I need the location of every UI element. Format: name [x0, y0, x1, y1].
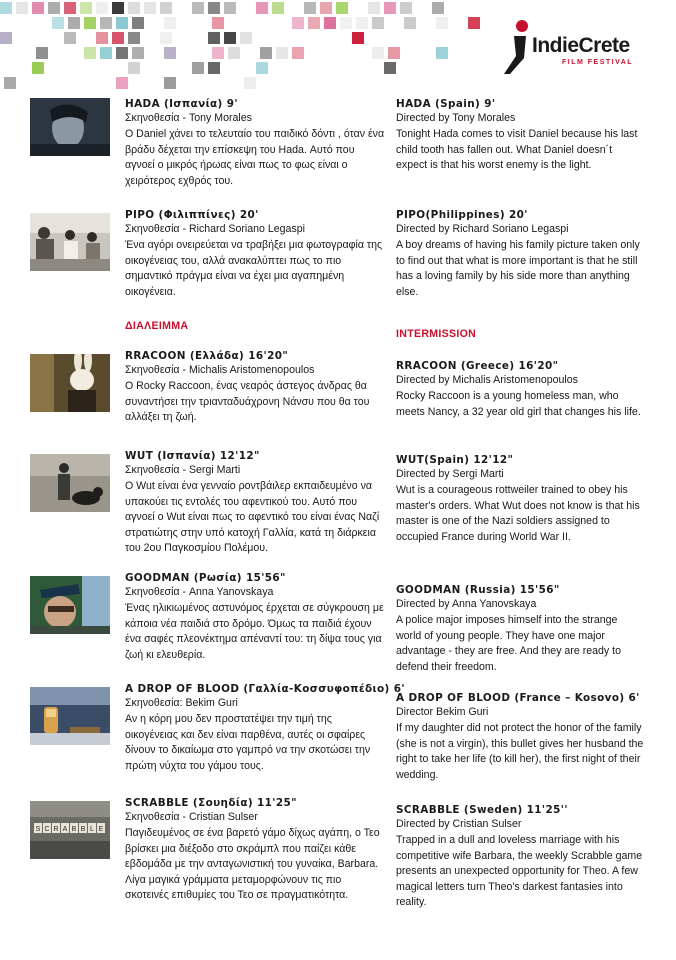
mosaic-square	[468, 17, 480, 29]
mosaic-square	[208, 2, 220, 14]
mosaic-square	[0, 2, 12, 14]
mosaic-square	[212, 17, 224, 29]
film-entry	[396, 692, 644, 783]
mosaic-square	[352, 32, 364, 44]
mosaic-square	[404, 17, 416, 29]
film-title: WUT (Ισπανία) 12'12"	[125, 450, 260, 462]
mosaic-square	[272, 2, 284, 14]
mosaic-square	[292, 17, 304, 29]
mosaic-square	[52, 17, 64, 29]
mosaic-square	[128, 2, 140, 14]
mosaic-square	[192, 2, 204, 14]
intermission-label: ΔΙΑΛΕΙΜΜΑ	[125, 320, 189, 332]
mosaic-square	[84, 17, 96, 29]
mosaic-square	[372, 47, 384, 59]
soldier-dog-photo-icon	[30, 454, 110, 512]
mosaic-square	[32, 62, 44, 74]
mosaic-square	[208, 62, 220, 74]
film-description: Trapped in a dull and loveless marriage with his competitive wife Barbara, the weekly Scrabble game presents an unexpected opportunity for Theo. A few magical letters turn Theo's darkest fantasies into reality.	[396, 834, 643, 909]
festival-logo	[500, 18, 660, 78]
film-entry	[125, 683, 405, 774]
mosaic-square	[4, 77, 16, 89]
mosaic-square	[132, 47, 144, 59]
film-description: Ένας ηλικιωμένος αστυνόμος έρχεται σε σύγκρουση με κάποια νέα παιδιά στο δρόμο. Όμως τα παιδιά έχουν ένα σαφές πλεονέκτημα απέναντί του: τη δίψα τους για ζωή κι ελευθερία.	[125, 602, 384, 661]
mosaic-square	[64, 32, 76, 44]
film-director: Σκηνοθεσία: Bekim Guri	[125, 697, 238, 709]
film-entry	[125, 209, 383, 300]
mosaic-square	[32, 2, 44, 14]
mosaic-square	[192, 62, 204, 74]
mosaic-square	[164, 47, 176, 59]
mosaic-square	[276, 47, 288, 59]
mosaic-square	[36, 47, 48, 59]
mosaic-square	[0, 32, 12, 44]
film-description: Παγιδευμένος σε ένα βαρετό γάμο δίχως αγάπη, ο Τεο βρίσκει μια διέξοδο στο σκράμπλ που παίζει κάθε εβδομάδα με την ανταγωνιστική του γυναίκα, Barbara. Λίγα μαγικά γράμματα μεταμορφώνουν τις πιο σκοτεινές επιθυμίες του Τεο σε πραγματικότητα.	[125, 827, 380, 902]
film-entry	[396, 360, 644, 420]
thumbnail-goodman	[30, 576, 110, 634]
mosaic-square	[144, 2, 156, 14]
film-description: Tonight Hada comes to visit Daniel because his last child tooth has fallen out. What Daniel doesn´t expect is that his worst enemy is the light.	[396, 128, 638, 172]
film-description: Ο Daniel χάνει το τελευταίο του παιδικό δόντι , όταν ένα βράδυ δέχεται την επίσκεψη του Hada. Αυτό που αγνοεί ο μικρός ήρωας είναι πως το φως είναι ο χειρότερος εχθρός του.	[125, 128, 385, 187]
film-description: If my daughter did not protect the honor of the family (she is not a virgin), this bullet gives her husband the right to take her life (to kill her), the first night of their wedding.	[396, 722, 644, 781]
film-director: Directed by Richard Soriano Legaspi	[396, 223, 569, 235]
mosaic-square	[96, 32, 108, 44]
mosaic-square	[128, 62, 140, 74]
film-title: HADA (Spain) 9'	[396, 98, 496, 110]
film-director: Σκηνοθεσία - Sergi Marti	[125, 464, 241, 476]
mosaic-square	[388, 47, 400, 59]
mosaic-square	[400, 2, 412, 14]
thumbnail-rracoon	[30, 354, 110, 412]
film-description: Αν η κόρη μου δεν προστατέψει την τιμή της οικογένειας και δεν είναι παρθένα, αυτές οι σφαίρες δίνουν το δικαίωμα στο γαμπρό να την σκοτώσει την πρώτη νύχτα του γάμου τους.	[125, 713, 371, 772]
family-sitting-photo-icon	[30, 213, 110, 271]
indiecrete-logo-icon	[500, 18, 536, 78]
film-title: RRACOON (Ελλάδα) 16'20"	[125, 350, 289, 362]
film-director: Directed by Sergi Marti	[396, 468, 504, 480]
film-description: A boy dreams of having his family picture taken only to find out that what is more important is that he still has a loving family by his side more than anything else.	[396, 239, 640, 298]
scrabble-tiles-photo-icon	[30, 801, 110, 859]
mosaic-square	[240, 32, 252, 44]
film-director: Directed by Tony Morales	[396, 112, 516, 124]
mosaic-square	[212, 47, 224, 59]
mosaic-square	[372, 17, 384, 29]
mosaic-square	[128, 32, 140, 44]
scrabble-tile-letter: B	[71, 826, 77, 833]
mosaic-square	[116, 17, 128, 29]
mosaic-square	[116, 47, 128, 59]
film-director: Σκηνοθεσία - Michalis Aristomenopoulos	[125, 364, 315, 376]
mosaic-square	[256, 2, 268, 14]
film-title: RRACOON (Greece) 16'20"	[396, 360, 559, 372]
film-title: PIPO (Φιλιππίνες) 20'	[125, 209, 259, 221]
mosaic-square	[320, 2, 332, 14]
film-director: Directed by Anna Yanovskaya	[396, 598, 537, 610]
film-entry	[125, 450, 383, 557]
film-entry	[396, 98, 644, 174]
film-title: A DROP OF BLOOD (Γαλλία-Κοσσυφοπέδιο) 6'	[125, 683, 405, 695]
mosaic-square	[164, 77, 176, 89]
mosaic-square	[224, 32, 236, 44]
mosaic-square	[324, 17, 336, 29]
header-mosaic-banner	[0, 0, 500, 92]
mosaic-square	[80, 2, 92, 14]
mosaic-square	[100, 17, 112, 29]
film-director: Σκηνοθεσία - Richard Soriano Legaspi	[125, 223, 305, 235]
film-entry	[396, 804, 644, 911]
film-title: HADA (Ισπανία) 9'	[125, 98, 238, 110]
mosaic-square	[256, 62, 268, 74]
mosaic-square	[340, 17, 352, 29]
film-title: A DROP OF BLOOD (France – Kosovo) 6'	[396, 692, 640, 704]
mosaic-square	[116, 77, 128, 89]
thumbnail-wut	[30, 454, 110, 512]
mosaic-square	[132, 17, 144, 29]
mosaic-square	[208, 32, 220, 44]
mosaic-square	[16, 2, 28, 14]
film-director: Directed by Cristian Sulser	[396, 818, 522, 830]
film-title: SCRABBLE (Σουηδία) 11'25"	[125, 797, 297, 809]
mosaic-square	[436, 17, 448, 29]
intermission-label: INTERMISSION	[396, 328, 477, 340]
mosaic-square	[96, 2, 108, 14]
rabbit-mask-photo-icon	[30, 354, 110, 412]
film-title: GOODMAN (Russia) 15'56"	[396, 584, 560, 596]
mosaic-square	[368, 2, 380, 14]
film-director: Directed by Michalis Aristomenopoulos	[396, 374, 578, 386]
mosaic-square	[164, 17, 176, 29]
child-portrait-photo-icon	[30, 98, 110, 156]
film-entry	[125, 350, 383, 426]
policeman-face-photo-icon	[30, 576, 110, 634]
mosaic-square	[112, 32, 124, 44]
mosaic-square	[48, 2, 60, 14]
thumbnail-hada	[30, 98, 110, 156]
film-director: Σκηνοθεσία - Anna Yanovskaya	[125, 586, 274, 598]
film-title: SCRABBLE (Sweden) 11'25''	[396, 804, 568, 816]
mosaic-square	[336, 2, 348, 14]
film-entry	[125, 572, 383, 663]
mosaic-square	[244, 77, 256, 89]
film-entry	[125, 797, 383, 904]
film-description: Ο Rocky Raccoon, ένας νεαρός άστεγος άνδρας θα συναντήσει την τριανταδυάχρονη Νάνσυ που θα του αλλάξει τη ζωή.	[125, 380, 370, 424]
scrabble-tile-letter: R	[53, 826, 59, 833]
mosaic-square	[160, 32, 172, 44]
mosaic-square	[160, 2, 172, 14]
mosaic-square	[68, 17, 80, 29]
mosaic-square	[100, 47, 112, 59]
film-entry	[396, 584, 644, 675]
film-description: Rocky Raccoon is a young homeless man, who meets Nancy, a 32 year old girl that changes his life.	[396, 390, 641, 418]
bullet-lamp-photo-icon	[30, 687, 110, 745]
film-director: Σκηνοθεσία - Cristian Sulser	[125, 811, 258, 823]
mosaic-square	[64, 2, 76, 14]
mosaic-square	[112, 2, 124, 14]
scrabble-tile-letter: E	[98, 826, 104, 833]
scrabble-tile-letter: A	[62, 826, 68, 833]
scrabble-tile-letter: C	[44, 826, 50, 833]
scrabble-tile-letter: L	[90, 826, 94, 833]
mosaic-square	[384, 62, 396, 74]
scrabble-tile-letter: S	[35, 826, 41, 833]
scrabble-tile-letter: B	[80, 826, 86, 833]
film-entry	[125, 98, 383, 189]
mosaic-square	[260, 47, 272, 59]
mosaic-square	[432, 2, 444, 14]
mosaic-square	[436, 47, 448, 59]
film-description: A police major imposes himself into the strange world of young people. They have one major advantage - they are free. And they are ready to defend their freedom.	[396, 614, 621, 673]
mosaic-square	[384, 2, 396, 14]
logo-subtitle: FILM FESTIVAL	[562, 59, 634, 66]
mosaic-square	[228, 47, 240, 59]
film-title: WUT(Spain) 12'12"	[396, 454, 514, 466]
film-description: Ένα αγόρι ονειρεύεται να τραβήξει μια φωτογραφία της οικογένειας του, αλλά ανακαλύπτει πως το πιο σημαντικό πράγμα είναι να έχει μια αγαπημένη οικογένεια.	[125, 239, 383, 298]
thumbnail-pipo	[30, 213, 110, 271]
mosaic-square	[308, 17, 320, 29]
film-director: Director Bekim Guri	[396, 706, 489, 718]
mosaic-square	[224, 2, 236, 14]
thumbnail-drop-of-blood	[30, 687, 110, 745]
film-description: O Wut είναι ένα γενναίο ροντβάιλερ εκπαιδευμένο να υπακούει τις εντολές του αφεντικού του. Αυτό που αγνοεί ο Wut είναι πως το αφεντικό του είναι ένας Ναζί στρατιώτης στην υπό κατοχή Γαλλία, κατά τη διάρκεια του 2ου Παγκοσμίου Πολέμου.	[125, 480, 380, 555]
film-director: Σκηνοθεσία - Tony Morales	[125, 112, 252, 124]
film-entry	[396, 454, 644, 545]
mosaic-square	[84, 47, 96, 59]
mosaic-square	[292, 47, 304, 59]
mosaic-square	[356, 17, 368, 29]
thumbnail-scrabble	[30, 801, 110, 859]
film-title: GOODMAN (Ρωσία) 15'56"	[125, 572, 286, 584]
mosaic-square	[304, 2, 316, 14]
film-description: Wut is a courageous rottweiler trained to obey his master's orders. What Wut does not know is that his master is one of the Nazi soldiers assigned to occupied France during World War II.	[396, 484, 640, 543]
film-title: PIPO(Philippines) 20'	[396, 209, 528, 221]
logo-name: IndieCrete	[532, 34, 630, 57]
film-entry	[396, 209, 644, 300]
